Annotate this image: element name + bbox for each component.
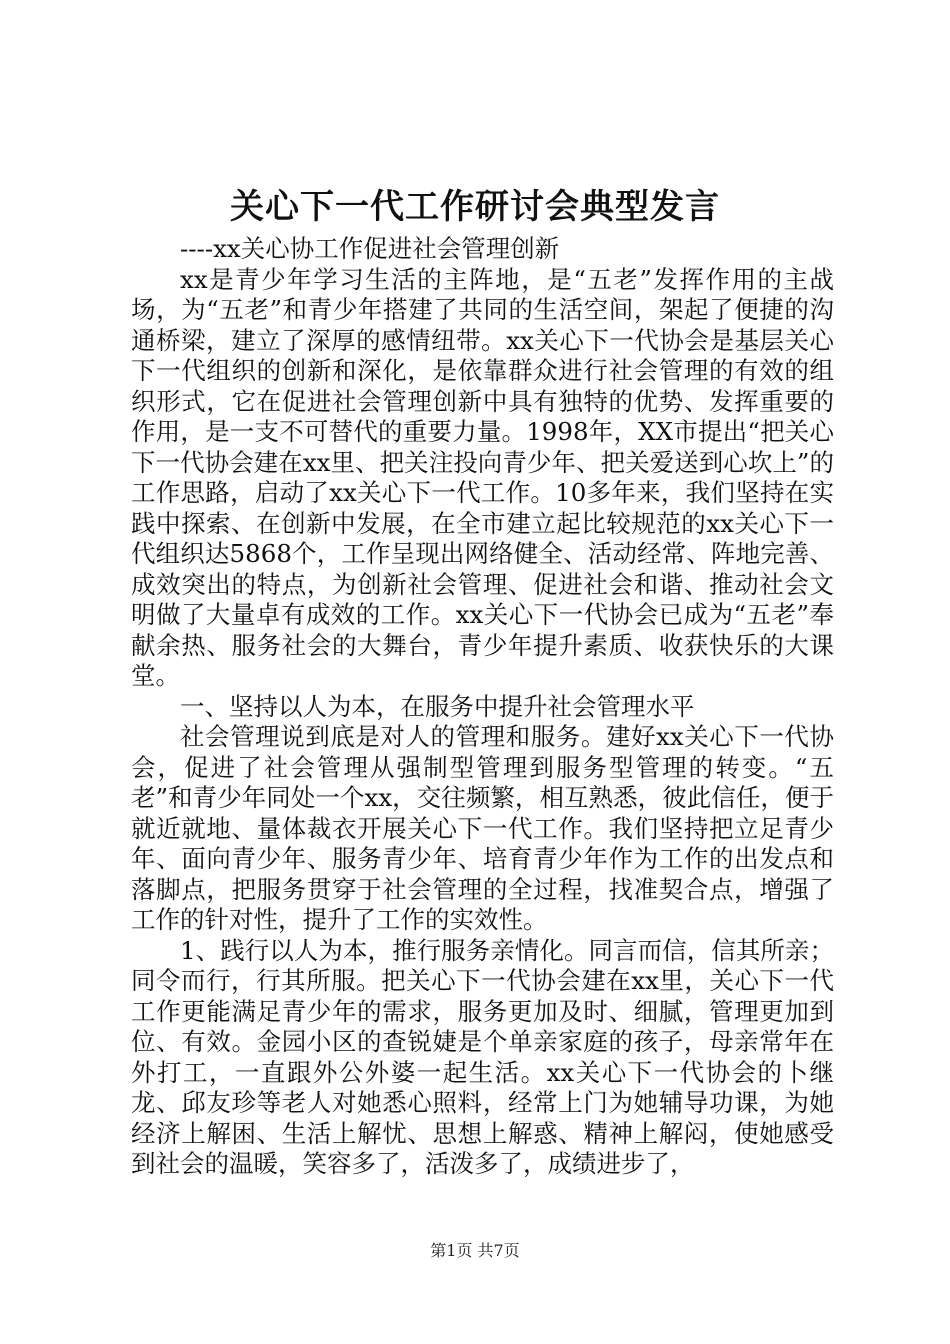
document-subtitle: ----xx关心协工作促进社会管理创新 [180, 234, 560, 263]
paragraph-intro: xx是青少年学习生活的主阵地，是“五老”发挥作用的主战场，为“五老”和青少年搭建了共同的生活空间，架起了便捷的沟通桥梁，建立了深厚的感情纽带。xx关心下一代协会是基层关心下一代组织的创新和深化，是依靠群众进行社会管理的有效的组织形式，它在促进社会管理创新中具有独特的优势、发挥重要的作用，是一支不可替代的重要力量。1998年，XX市提出“把关心下一代协会建在xx里、把关注投向青少年、把关爱送到心坎上”的工作思路，启动了xx关心下一代工作。10多年来，我们坚持在实践中探索、在创新中发展，在全市建立起比较规范的xx关心下一代组织达5868个，工作呈现出网络健全、活动经常、阵地完善、成效突出的特点，为创新社会管理、促进社会和谐、推动社会文明做了大量卓有成效的工作。xx关心下一代协会已成为“五老”奉献余热、服务社会的大舞台，青少年提升素质、收获快乐的大课堂。 [131, 264, 834, 690]
paragraph-point-1: 1、践行以人为本，推行服务亲情化。同言而信，信其所亲；同令而行，行其所服。把关心下一代协会建在xx里，关心下一代工作更能满足青少年的需求，服务更加及时、细腻，管理更加到位、有效。金园小区的查锐婕是个单亲家庭的孩子，母亲常年在外打工，一直跟外公外婆一起生活。xx关心下一代协会的卜继龙、邱友珍等老人对她悉心照料，经常上门为她辅导功课，为她经济上解困、生活上解忧、思想上解惑、精神上解闷，使她感受到社会的温暖，笑容多了，活泼多了，成绩进步了， [131, 935, 834, 1178]
document-body [131, 234, 834, 1180]
document-title: 关心下一代工作研讨会典型发言 [230, 187, 720, 227]
section-heading-1: 一、坚持以人为本，在服务中提升社会管理水平 [180, 691, 695, 721]
paragraph-section-1: 社会管理说到底是对人的管理和服务。建好xx关心下一代协会，促进了社会管理从强制型管理到服务型管理的转变。“五老”和青少年同处一个xx，交往频繁，相互熟悉，彼此信任，便于就近就地、量体裁衣开展关心下一代工作。我们坚持把立足青少年、面向青少年、服务青少年、培育青少年作为工作的出发点和落脚点，把服务贯穿于社会管理的全过程，找准契合点，增强了工作的针对性，提升了工作的实效性。 [131, 722, 834, 934]
page-footer: 第1页 共7页 [430, 1241, 520, 1260]
